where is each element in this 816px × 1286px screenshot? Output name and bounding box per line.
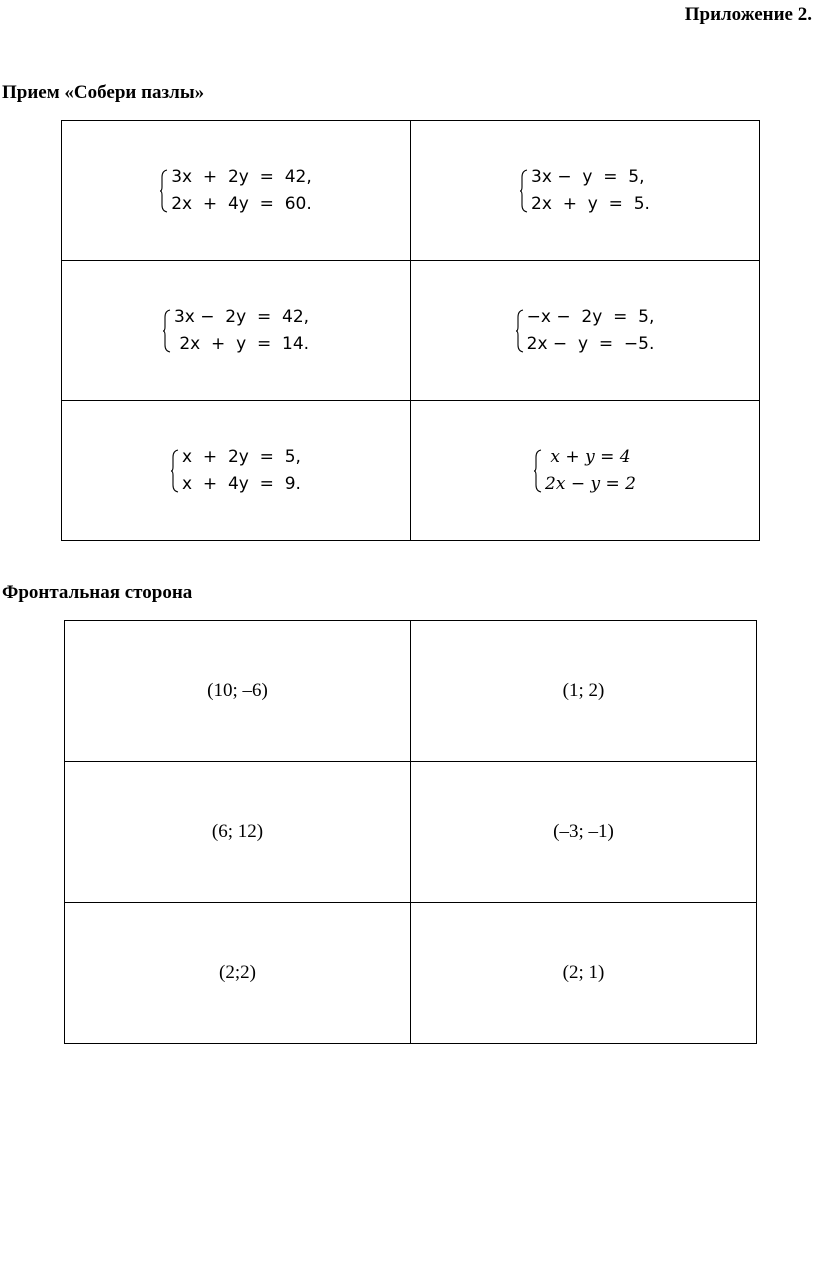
equation-line: 2x − y = 2 <box>545 473 636 494</box>
equation-system <box>163 304 309 358</box>
section-title-puzzles: Прием «Собери пазлы» <box>2 82 205 103</box>
section-title-front-side: Фронтальная сторона <box>2 582 193 603</box>
equation-line: −x − 2y = 5, <box>526 306 655 327</box>
equation-line: 3x + 2y = 42, <box>171 166 312 187</box>
answer-cell: (10; –6) <box>65 621 411 762</box>
appendix-label: Приложение 2. <box>684 4 812 25</box>
equations-table <box>61 120 760 541</box>
equation-cell <box>411 401 760 541</box>
equation-cell <box>62 261 411 401</box>
equation-system <box>520 164 650 218</box>
equation-line: 3x − 2y = 42, <box>173 306 310 327</box>
brace-icon <box>534 449 542 493</box>
answer-cell: (2;2) <box>65 903 411 1044</box>
table-row <box>62 121 760 261</box>
answers-table <box>64 620 757 1044</box>
equation-line: 2x − y = −5. <box>526 333 655 354</box>
equation-system <box>171 444 301 498</box>
equation-cell <box>62 121 411 261</box>
equation-cell <box>411 121 760 261</box>
brace-icon <box>160 169 168 213</box>
brace-icon <box>516 309 524 353</box>
answer-cell: (1; 2) <box>411 621 757 762</box>
table-row <box>62 261 760 401</box>
equation-line: 3x − y = 5, <box>531 166 645 187</box>
equation-line: 2x + y = 14. <box>173 333 310 354</box>
equation-line: x + y = 4 <box>545 446 631 467</box>
equation-system <box>160 164 312 218</box>
equation-line: x + 4y = 9. <box>182 473 301 494</box>
equation-line: 2x + y = 5. <box>531 193 650 214</box>
answer-cell: (–3; –1) <box>411 762 757 903</box>
equation-line: x + 2y = 5, <box>182 446 301 467</box>
answer-cell: (2; 1) <box>411 903 757 1044</box>
brace-icon <box>163 309 171 353</box>
table-row <box>65 903 757 1044</box>
equation-cell <box>62 401 411 541</box>
brace-icon <box>171 449 179 493</box>
equation-line: 2x + 4y = 60. <box>171 193 312 214</box>
equation-system <box>534 444 636 498</box>
table-row <box>65 621 757 762</box>
equation-cell <box>411 261 760 401</box>
table-row <box>62 401 760 541</box>
equation-system <box>516 304 655 358</box>
table-row <box>65 762 757 903</box>
answer-cell: (6; 12) <box>65 762 411 903</box>
brace-icon <box>520 169 528 213</box>
